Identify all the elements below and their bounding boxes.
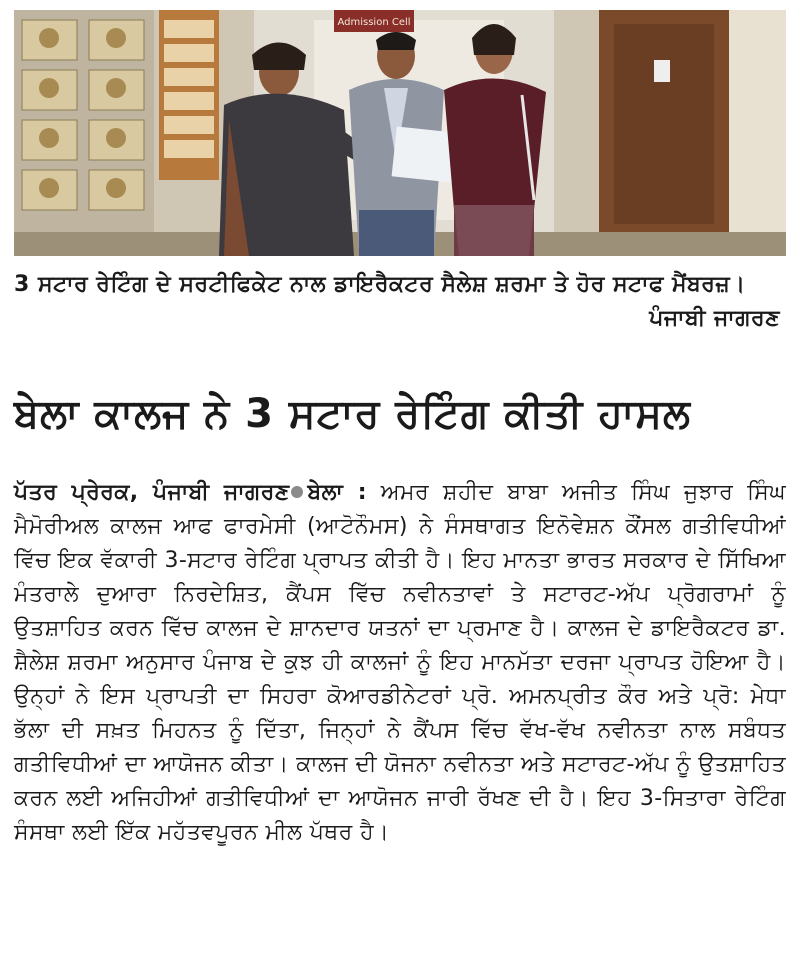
byline-reporter: ਪੱਤਰ ਪ੍ਰੇਰਕ, ਪੰਜਾਬੀ ਜਾਗਰਣ <box>14 480 290 505</box>
news-photo <box>14 10 786 256</box>
article-headline: ਬੇਲਾ ਕਾਲਜ ਨੇ 3 ਸਟਾਰ ਰੇਟਿੰਗ ਕੀਤੀ ਹਾਸਲ <box>14 391 691 437</box>
article-body <box>14 476 786 850</box>
photo-caption <box>14 268 786 331</box>
byline-place: ਬੇਲਾ : <box>307 480 367 505</box>
photo-sign-text: Admission Cell <box>337 17 411 28</box>
caption-text: 3 ਸਟਾਰ ਰੇਟਿੰਗ ਦੇ ਸਰਟੀਫਿਕੇਟ ਨਾਲ ਡਾਇਰੈਕਟਰ ਸੈਲੇਸ਼ ਸ਼ਰਮਾ ਤੇ ਹੋਰ ਸਟਾਫ ਮੈਂਬਰਜ਼। <box>14 272 746 297</box>
article-paragraph: ਅਮਰ ਸ਼ਹੀਦ ਬਾਬਾ ਅਜੀਤ ਸਿੰਘ ਜੁਝਾਰ ਸਿੰਘ ਮੈਮੋਰੀਅਲ ਕਾਲਜ ਆਫ ਫਾਰਮੇਸੀ (ਆਟੋਨੌਮਸ) ਨੇ ਸੰਸਥਾਗਤ ਇਨੋਵੇਸ਼ਨ ਕੌਂਸਲ ਗਤੀਵਿਧੀਆਂ ਵਿੱਚ ਇਕ ਵੱਕਾਰੀ 3-ਸਟਾਰ ਰੇਟਿੰਗ ਪ੍ਰਾਪਤ ਕੀਤੀ ਹੈ। ਇਹ ਮਾਨਤਾ ਭਾਰਤ ਸਰਕਾਰ ਦੇ ਸਿੱਖਿਆ ਮੰਤਰਾਲੇ ਦੁਆਰਾ ਨਿਰਦੇਸ਼ਿਤ, ਕੈਂਪਸ ਵਿੱਚ ਨਵੀਨਤਾਵਾਂ ਤੇ ਸਟਾਰਟ-ਅੱਪ ਪ੍ਰੋਗਰਾਮਾਂ ਨੂੰ ਉਤਸ਼ਾਹਿਤ ਕਰਨ ਵਿੱਚ ਕਾਲਜ ਦੇ ਸ਼ਾਨਦਾਰ ਯਤਨਾਂ ਦਾ ਪ੍ਰਮਾਣ ਹੈ। ਕਾਲਜ ਦੇ ਡਾਇਰੈਕਟਰ ਡਾ. ਸ਼ੈਲੇਸ਼ ਸ਼ਰਮਾ ਅਨੁਸਾਰ ਪੰਜਾਬ ਦੇ ਕੁਝ ਹੀ ਕਾਲਜਾਂ ਨੂੰ ਇਹ ਮਾਨਮੱਤਾ ਦਰਜਾ ਪ੍ਰਾਪਤ ਹੋਇਆ ਹੈ। ਉਨ੍ਹਾਂ ਨੇ ਇਸ ਪ੍ਰਾਪਤੀ ਦਾ ਸਿਹਰਾ ਕੋਆਰਡੀਨੇਟਰਾਂ ਪ੍ਰੋ. ਅਮਨਪ੍ਰੀਤ ਕੌਰ ਅਤੇ ਪ੍ਰੋ: ਮੇਧਾ ਭੱਲਾ ਦੀ ਸਖ਼ਤ ਮਿਹਨਤ ਨੂੰ ਦਿੱਤਾ, ਜਿਨ੍ਹਾਂ ਨੇ ਕੈਂਪਸ ਵਿੱਚ ਵੱਖ-ਵੱਖ ਨਵੀਨਤਾ ਨਾਲ ਸਬੰਧਤ ਗਤੀਵਿਧੀਆਂ ਦਾ ਆਯੋਜਨ ਕੀਤਾ। ਕਾਲਜ ਦੀ ਯੋਜਨਾ ਨਵੀਨਤਾ ਅਤੇ ਸਟਾਰਟ-ਅੱਪ ਨੂੰ ਉਤਸ਼ਾਹਿਤ ਕਰਨ ਲਈ ਅਜਿਹੀਆਂ ਗਤੀਵਿਧੀਆਂ ਦਾ ਆਯੋਜਨ ਜਾਰੀ ਰੱਖਣ ਦੀ ਹੈ। ਇਹ 3-ਸਿਤਾਰਾ ਰੇਟਿੰਗ ਸੰਸਥਾ ਲਈ ਇੱਕ ਮਹੱਤਵਪੂਰਨ ਮੀਲ ਪੱਥਰ ਹੈ। <box>14 480 786 845</box>
byline-separator-dot <box>291 486 303 498</box>
caption-credit: ਪੰਜਾਬੀ ਜਾਗਰਣ <box>649 306 780 331</box>
